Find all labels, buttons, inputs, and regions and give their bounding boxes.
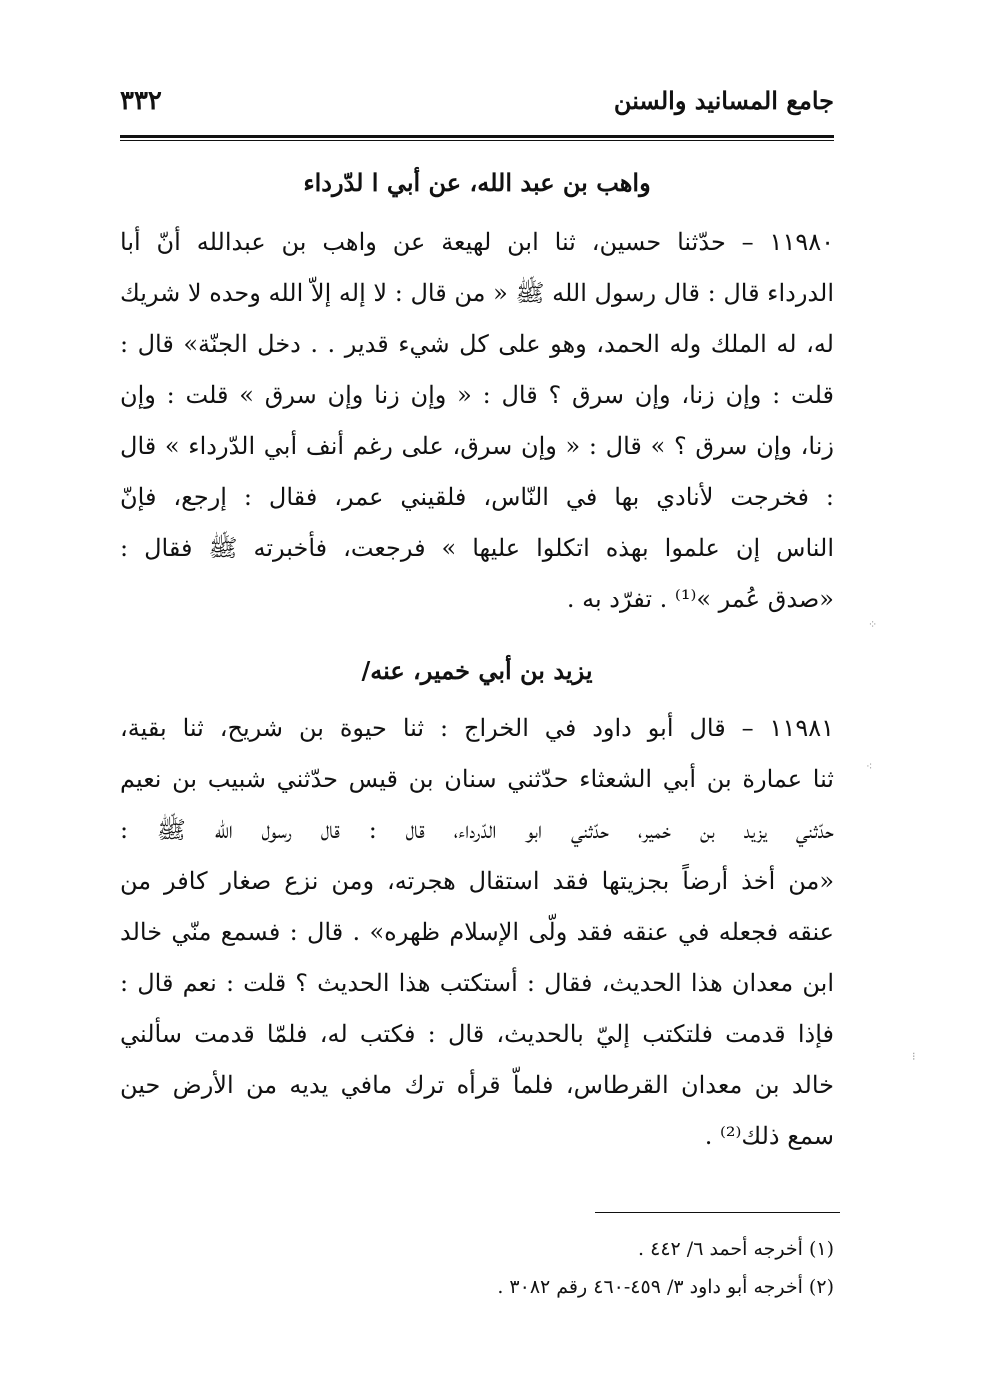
text-line: حدّثني يزيد بن خمير، حدّثني ابو الدّرداء، قال : قال رسول الله ﷺ : bbox=[120, 816, 834, 844]
text-line: ١١٩٨١ – قال أبو داود في الخراج : ثنا حيوة بن شريح، ثنا بقية، bbox=[120, 714, 834, 742]
text-line: الدرداء قال : قال رسول الله ﷺ « من قال : لا إله إلاّ الله وحده لا شريك bbox=[120, 279, 834, 307]
hadith-11981 bbox=[120, 703, 834, 1162]
scan-speck: ⁝ bbox=[912, 1050, 916, 1063]
section-heading: يزيد بن أبي خمير، عنه/ bbox=[361, 656, 593, 685]
text-line: ثنا عمارة بن أبي الشعثاء حدّثني سنان بن قيس حدّثني شبيب بن نعيم bbox=[120, 765, 834, 793]
text-line: «صدق عُمر »⁽¹⁾ . تفرّد به . bbox=[566, 585, 834, 613]
text-line: خالد بن معدان القرطاس، فلماّ قرأه ترك مافي يديه من الأرض حين bbox=[120, 1071, 834, 1099]
text-line: سمع ذلك⁽²⁾ . bbox=[704, 1122, 834, 1150]
running-header bbox=[120, 82, 834, 122]
footnote-2: (٢) أخرجه أبو داود ٣/ ٤٥٩-٤٦٠ رقم ٣٠٨٢ . bbox=[497, 1276, 834, 1298]
text-line: : فخرجت لأنادي بها في النّاس، فلقيني عمر، فقال : إرجع، فإنّ bbox=[120, 483, 834, 511]
text-line: «من أخذ أرضاً بجزيتها فقد استقال هجرته، ومن نزع صغار كافر من bbox=[120, 867, 834, 895]
page-number: ٣٣٢ bbox=[120, 86, 162, 116]
text-line: الناس إن علموا بهذه اتكلوا عليها » فرجعت، فأخبرته ﷺ فقال : bbox=[120, 534, 834, 562]
text-line: ١١٩٨٠ – حدّثنا حسين، ثنا ابن لهيعة عن واهب بن عبدالله أنّ أبا bbox=[120, 228, 834, 256]
text-line: عنقه فجعله في عنقه فقد ولّى الإسلام ظهره» . قال : فسمع منّي خالد bbox=[120, 918, 834, 946]
footnote-1: (١) أخرجه أحمد ٦/ ٤٤٢ . bbox=[638, 1238, 834, 1260]
text-line: ابن معدان هذا الحديث، فقال : أستكتب هذا الحديث ؟ قلت : نعم قال : bbox=[120, 969, 834, 997]
text-line: قلت : وإن زنا، وإن سرق ؟ قال : « وإن زنا وإن سرق » قلت : وإن bbox=[120, 381, 834, 409]
header-rule bbox=[120, 135, 834, 141]
hadith-11980 bbox=[120, 217, 834, 625]
scan-speck: ⁘ bbox=[868, 618, 878, 631]
footnotes bbox=[120, 1230, 834, 1306]
scan-speck: ⁖ bbox=[866, 760, 873, 773]
book-title: جامع المسانيد والسنن bbox=[613, 86, 834, 115]
section-heading: واهب بن عبد الله، عن أبي ا لدّرداء bbox=[303, 168, 651, 197]
text-line: زنا، وإن سرق ؟ » قال : « وإن سرق، على رغم أنف أبي الدّرداء » قال bbox=[120, 432, 834, 460]
text-line: فإذا قدمت فلتكتب إليّ بالحديث، قال : فكتب له، فلمّا قدمت سألني bbox=[120, 1020, 834, 1048]
footnote-rule bbox=[595, 1212, 840, 1213]
text-line: له، له الملك وله الحمد، وهو على كل شيء قدير . . دخل الجنّة» قال : bbox=[120, 330, 834, 358]
